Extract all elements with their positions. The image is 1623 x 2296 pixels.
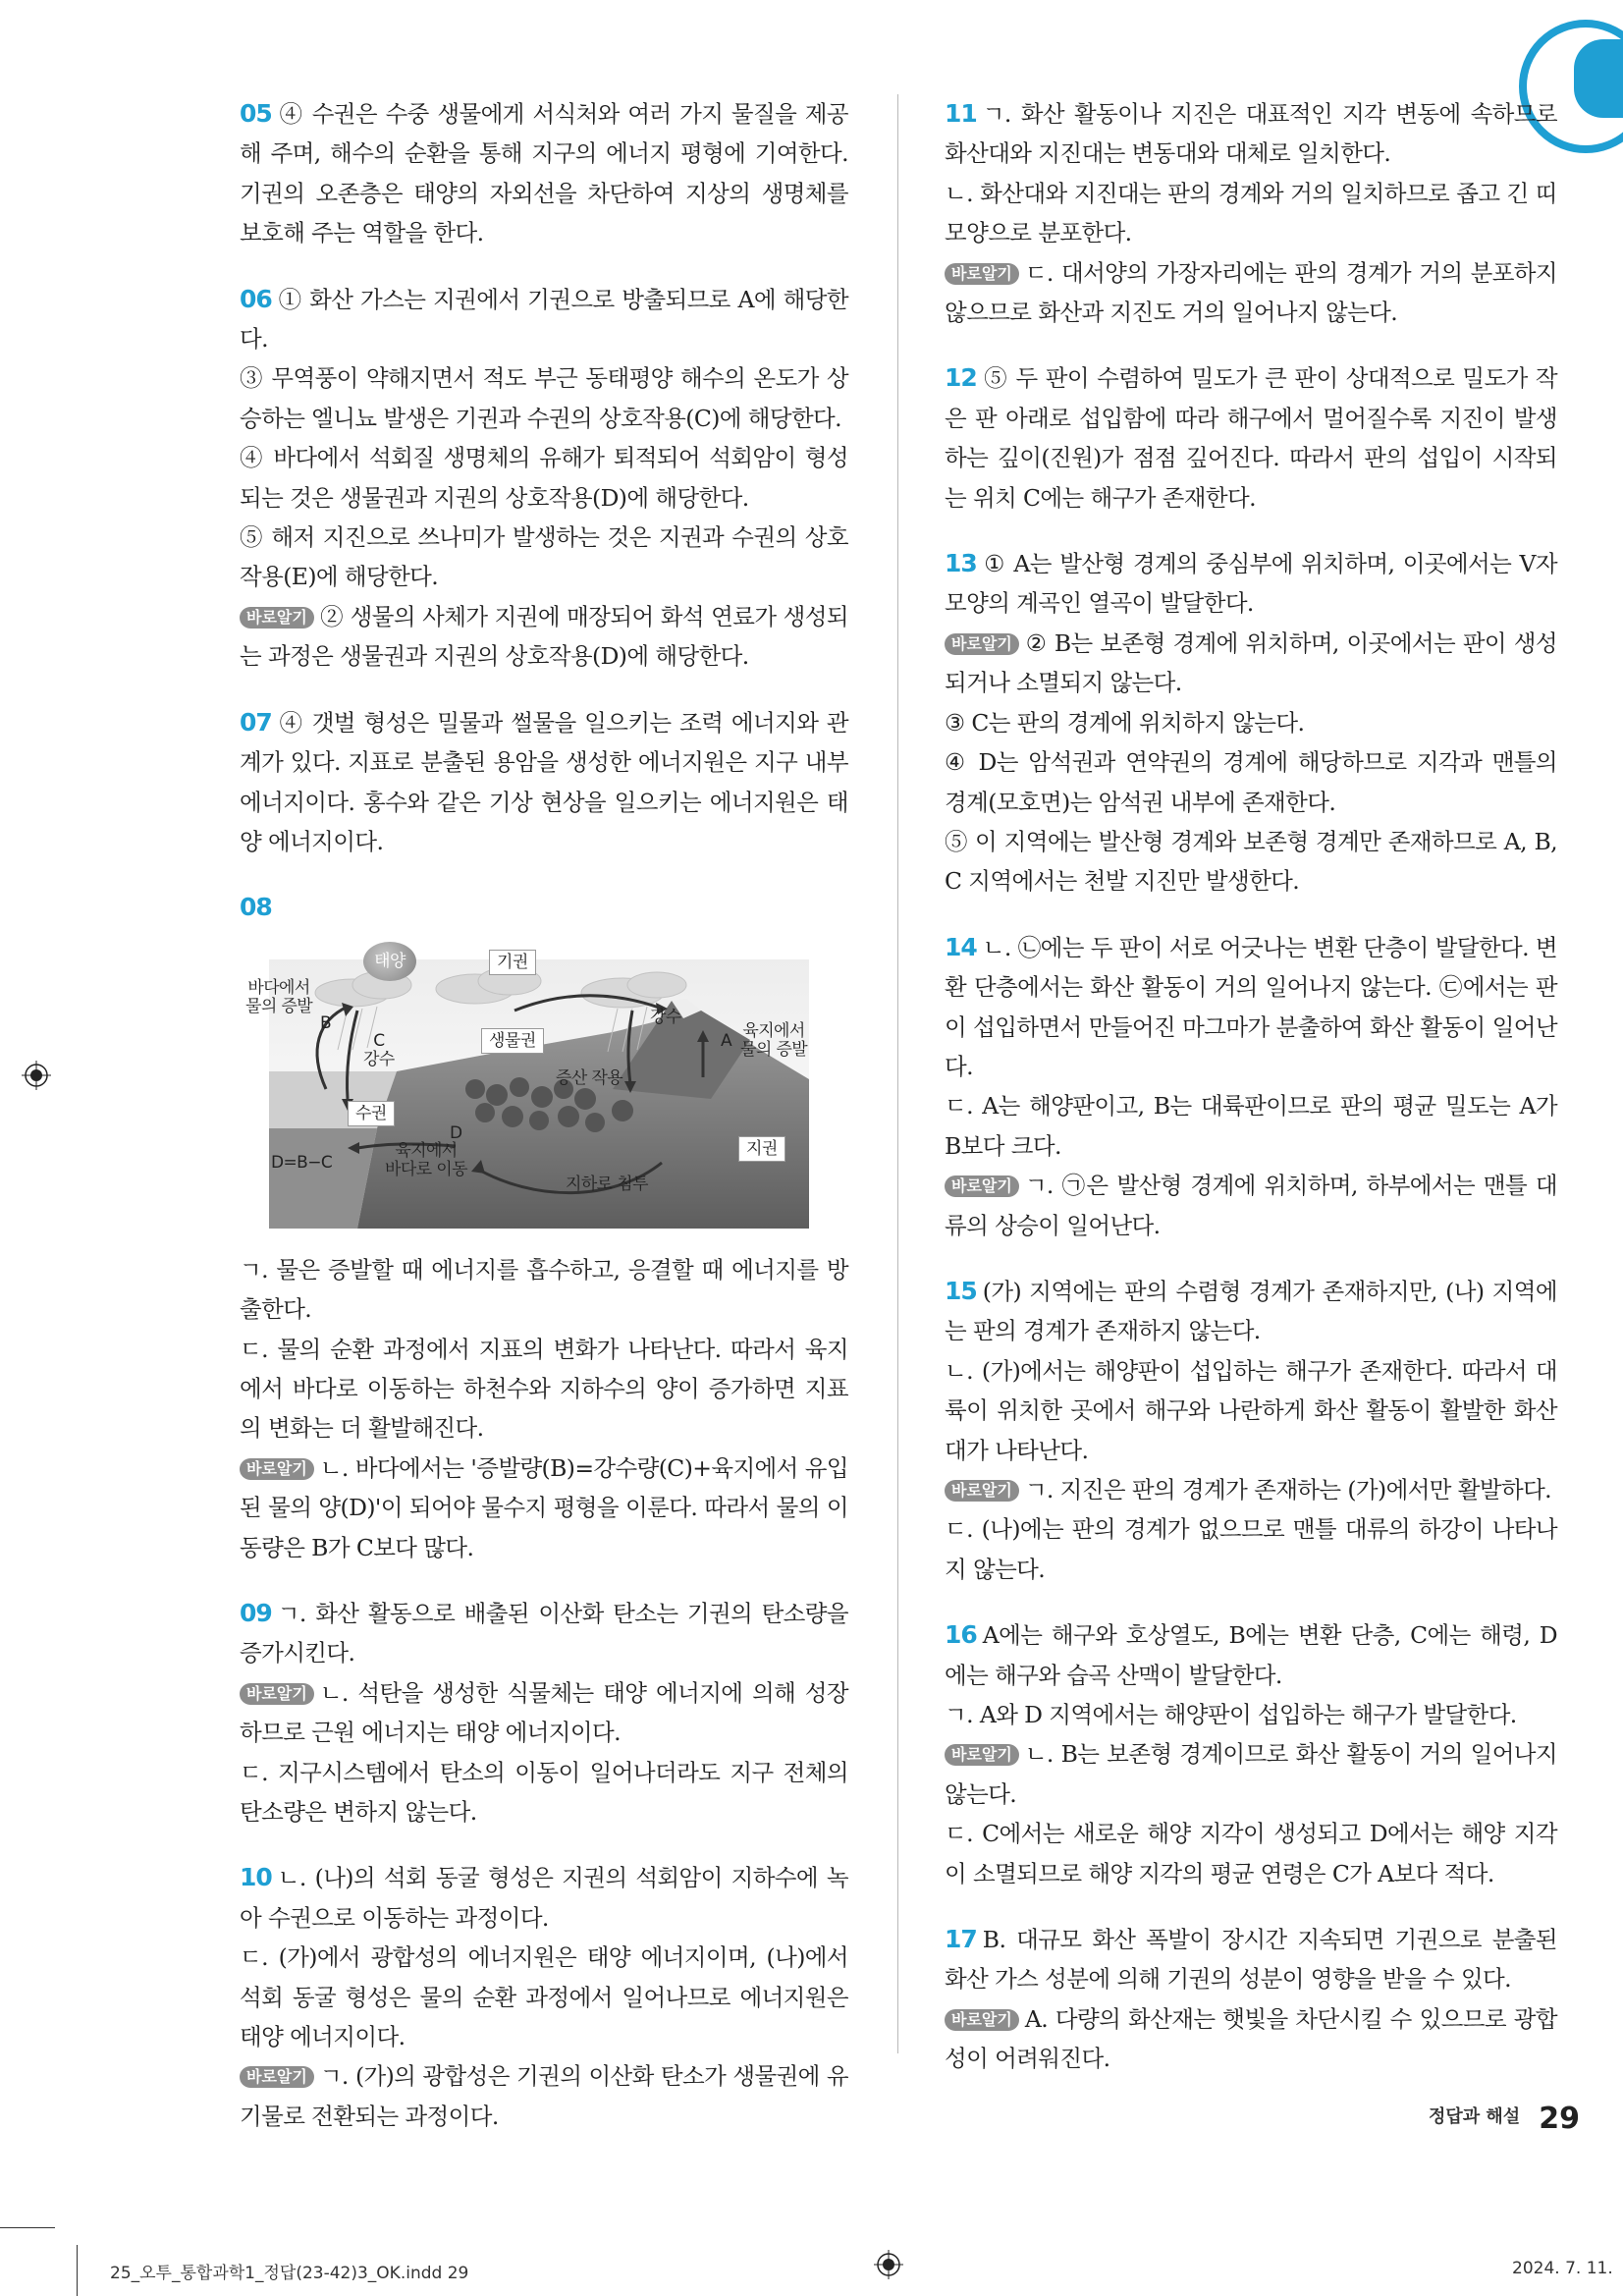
paragraph-text: ④ D는 암석권과 연약권의 경계에 해당하므로 지각과 맨틀의 경계(모호면)는 암석권 내부에 존재한다.	[945, 748, 1557, 816]
equation-label: D=B−C	[271, 1152, 333, 1173]
correction-badge: 바로알기	[945, 2009, 1019, 2031]
registration-mark-icon	[874, 2250, 903, 2279]
paragraph-text: ① A는 발산형 경계의 중심부에 위치하며, 이곳에서는 V자 모양의 계곡인 열곡이 발달한다.	[945, 550, 1557, 618]
paragraph-text: ㄱ. 화산 활동이나 지진은 대표적인 지각 변동에 속하므로 화산대와 지진대는 변동대와 대체로 일치한다.	[945, 100, 1557, 168]
chapter-tab	[1574, 39, 1623, 118]
label-c: C 강수	[363, 1030, 395, 1069]
correction-badge: 바로알기	[240, 2066, 314, 2088]
water-cycle-figure	[240, 942, 809, 1229]
paragraph-text: B. 대규모 화산 폭발이 장시간 지속되면 기권으로 분출된 화산 가스 성분에 의해 기권의 성분이 영향을 받을 수 있다.	[945, 1926, 1557, 1994]
page-number: 29	[1539, 2102, 1580, 2136]
question-number: 06	[240, 284, 272, 313]
answer-paragraph	[945, 1272, 1557, 1351]
left-column	[240, 94, 848, 2162]
answer-paragraph	[945, 1166, 1557, 1245]
correction-badge: 바로알기	[945, 1175, 1019, 1197]
paragraph-text: ⑤ 해저 지진으로 쓰나미가 발생하는 것은 지권과 수권의 상호작용(E)에 해당한다.	[240, 523, 848, 591]
paragraph-text: ㄷ. 지구시스템에서 탄소의 이동이 일어나더라도 지구 전체의 탄소량은 변하지 않는다.	[240, 1758, 848, 1826]
question-number: 09	[240, 1598, 272, 1627]
answer-paragraph	[945, 1734, 1557, 1814]
answer-15	[945, 1272, 1557, 1589]
answer-11	[945, 94, 1557, 332]
correction-badge: 바로알기	[240, 607, 314, 629]
geosphere-label: 지권	[738, 1136, 785, 1162]
answer-paragraph	[945, 624, 1557, 703]
paragraph-text: ㄱ. A와 D 지역에서는 해양판이 섭입하는 해구가 발달한다.	[945, 1701, 1517, 1729]
registration-mark-icon	[22, 1061, 51, 1090]
answer-paragraph	[240, 1858, 848, 1938]
paragraph-text: ㄱ. 물은 증발할 때 에너지를 흡수하고, 응결할 때 에너지를 방출한다.	[240, 1255, 848, 1324]
answer-paragraph	[240, 438, 848, 518]
question-number: 16	[945, 1620, 977, 1650]
paragraph-text: ③ 무역풍이 약해지면서 적도 부근 동태평양 해수의 온도가 상승하는 엘니뇨 발생은 기권과 수권의 상호작용(C)에 해당한다.	[240, 364, 848, 432]
paragraph-text: ㄴ. (가)에서는 해양판이 섭입하는 해구가 존재한다. 따라서 대륙이 위치한 곳에서 해구와 나란하게 화산 활동이 활발한 화산대가 나타난다.	[945, 1356, 1557, 1464]
correction-badge: 바로알기	[945, 1744, 1019, 1766]
paragraph-text: ㄱ. 화산 활동으로 배출된 이산화 탄소는 기권의 탄소량을 증가시킨다.	[240, 1599, 848, 1667]
label-d: D	[450, 1122, 462, 1143]
answer-paragraph	[240, 1673, 848, 1753]
paragraph-text: ㄷ. 대서양의 가장자리에는 판의 경계가 거의 분포하지 않으므로 화산과 지진도 거의 일어나지 않는다.	[945, 258, 1557, 327]
paragraph-text: ① 화산 가스는 지권에서 기권으로 방출되므로 A에 해당한다.	[240, 285, 848, 354]
slug-file-name: 25_오투_통합과학1_정답(23-42)3_OK.indd 29	[110, 2264, 469, 2283]
paragraph-text: ⑤ 이 지역에는 발산형 경계와 보존형 경계만 존재하므로 A, B, C 지역에서는 천발 지진만 발생한다.	[945, 827, 1557, 896]
answer-paragraph	[240, 1753, 848, 1832]
paragraph-text: ④ 바다에서 석회질 생명체의 유해가 퇴적되어 석회암이 형성되는 것은 생물권과 지권의 상호작용(D)에 해당한다.	[240, 444, 848, 512]
answer-paragraph	[945, 358, 1557, 518]
paragraph-text: ② 생물의 사체가 지권에 매장되어 화석 연료가 생성되는 과정은 생물권과 지권의 상호작용(D)에 해당한다.	[240, 602, 848, 671]
question-number: 14	[945, 932, 977, 961]
section-label: 정답과 해설	[1428, 2106, 1521, 2127]
answer-paragraph	[945, 1351, 1557, 1470]
paragraph-text: ㄴ. 석탄을 생성한 식물체는 태양 에너지에 의해 성장하므로 근원 에너지는 태양 에너지이다.	[240, 1678, 848, 1747]
answer-paragraph	[945, 822, 1557, 902]
answer-paragraph	[945, 1814, 1557, 1893]
answer-paragraph	[945, 1509, 1557, 1589]
answer-paragraph	[240, 703, 848, 862]
answer-09	[240, 1594, 848, 1831]
trim-mark	[77, 2245, 78, 2296]
paragraph-text: ㄷ. 물의 순환 과정에서 지표의 변화가 나타난다. 따라서 육지에서 바다로 이동하는 하천수와 지하수의 양이 증가하면 지표의 변화는 더 활발해진다.	[240, 1335, 848, 1443]
correction-badge: 바로알기	[945, 1480, 1019, 1502]
answer-paragraph	[240, 597, 848, 677]
answer-08	[240, 888, 848, 1567]
paragraph-text: ⑤ 두 판이 수렴하여 밀도가 큰 판이 상대적으로 밀도가 작은 판 아래로 섭입함에 따라 해구에서 멀어질수록 지진이 발생하는 깊이(진원)가 점점 깊어진다. 따라서 판의 섭입이 시작되는 위치 C에는 해구가 존재한다.	[945, 364, 1557, 512]
question-number: 07	[240, 707, 272, 737]
answer-07	[240, 703, 848, 862]
water-cycle-diagram	[240, 942, 809, 1229]
question-number: 05	[240, 99, 272, 128]
slug-date: 2024. 7. 11.	[1512, 2259, 1613, 2278]
answer-13	[945, 544, 1557, 902]
question-number: 10	[240, 1863, 272, 1892]
answer-paragraph	[240, 1330, 848, 1449]
atmosphere-label: 기권	[489, 950, 536, 975]
label-b: B	[320, 1012, 332, 1033]
answer-paragraph	[945, 703, 1557, 742]
column-divider	[897, 94, 898, 2053]
answer-paragraph	[945, 1920, 1557, 1999]
answer-paragraph	[945, 1470, 1557, 1509]
answer-paragraph	[240, 1250, 848, 1330]
answer-05	[240, 94, 848, 253]
paragraph-text: ㄴ. (나)의 석회 동굴 형성은 지권의 석회암이 지하수에 녹아 수권으로 이동하는 과정이다.	[240, 1864, 848, 1932]
correction-badge: 바로알기	[945, 263, 1019, 285]
hydrosphere-label: 수권	[348, 1101, 395, 1126]
answer-paragraph	[945, 174, 1557, 253]
paragraph-text: ㄴ. B는 보존형 경계이므로 화산 활동이 거의 일어나지 않는다.	[945, 1740, 1557, 1808]
precipitation-label: 강수	[650, 1007, 681, 1027]
answer-paragraph	[945, 928, 1557, 1087]
paragraph-text: ㄴ. ㉡에는 두 판이 서로 어긋나는 변환 단층이 발달한다. 변환 단층에서는 화산 활동이 거의 일어나지 않는다. ㉢에서는 판이 섭입하면서 만들어진 마그마가 분출하여 화산 활동이 일어난다.	[945, 933, 1557, 1080]
answer-paragraph	[240, 1938, 848, 2056]
correction-badge: 바로알기	[240, 1458, 314, 1480]
paragraph-text: ㄱ. 지진은 판의 경계가 존재하는 (가)에서만 활발하다.	[1024, 1476, 1552, 1503]
answer-paragraph	[240, 518, 848, 597]
answer-12	[945, 358, 1557, 518]
answer-paragraph	[240, 94, 848, 253]
question-number: 13	[945, 549, 977, 578]
right-column	[945, 94, 1557, 2105]
answer-paragraph	[945, 544, 1557, 624]
paragraph-text: A에는 해구와 호상열도, B에는 변환 단층, C에는 해령, D에는 해구와 습곡 산맥이 발달한다.	[945, 1621, 1557, 1689]
question-number: 11	[945, 99, 977, 128]
question-number: 12	[945, 363, 977, 393]
paragraph-text: ㄱ. (가)의 광합성은 기권의 이산화 탄소가 생물권에 유기물로 전환되는 과정이다.	[240, 2062, 848, 2130]
answer-paragraph	[945, 94, 1557, 174]
infiltration-label: 지하로 침투	[566, 1174, 648, 1194]
runoff-label: 육지에서 바다로 이동	[385, 1140, 467, 1179]
paragraph-text: ㄷ. C에서는 새로운 해양 지각이 생성되고 D에서는 해양 지각이 소멸되므로 해양 지각의 평균 연령은 C가 A보다 적다.	[945, 1820, 1557, 1887]
answer-paragraph	[240, 2056, 848, 2136]
correction-badge: 바로알기	[945, 633, 1019, 655]
paragraph-text: ㄷ. A는 해양판이고, B는 대륙판이므로 판의 평균 밀도는 A가 B보다 크다.	[945, 1092, 1557, 1160]
paragraph-text: ㄴ. 바다에서는 '증발량(B)=강수량(C)+육지에서 유입된 물의 양(D)'이 되어야 물수지 평형을 이룬다. 따라서 물의 이동량은 B가 C보다 많다.	[240, 1453, 848, 1561]
paragraph-text: A. 다량의 화산재는 햇빛을 차단시킬 수 있으므로 광합성이 어려워진다.	[945, 2004, 1557, 2073]
paragraph-text: ③ C는 판의 경계에 위치하지 않는다.	[945, 708, 1305, 737]
paragraph-text: ㄷ. (가)에서 광합성의 에너지원은 태양 에너지이며, (나)에서 석회 동굴 형성은 물의 순환 과정에서 일어나므로 에너지원은 태양 에너지이다.	[240, 1943, 848, 2051]
paragraph-text: ㄱ. ㉠은 발산형 경계에 위치하며, 하부에서는 맨틀 대류의 상승이 일어난다.	[945, 1172, 1557, 1239]
answer-paragraph	[945, 742, 1557, 822]
sea-evaporation-label: 바다에서 물의 증발	[245, 977, 313, 1016]
biosphere-label: 생물권	[481, 1028, 544, 1054]
question-number: 08	[240, 893, 272, 922]
paragraph-text: ② B는 보존형 경계에 위치하며, 이곳에서는 판이 생성되거나 소멸되지 않는다.	[945, 629, 1557, 697]
answer-paragraph	[240, 280, 848, 359]
answer-paragraph	[945, 1999, 1557, 2079]
correction-badge: 바로알기	[240, 1683, 314, 1705]
paragraph-text: ㄷ. (나)에는 판의 경계가 없으므로 맨틀 대류의 하강이 나타나지 않는다.	[945, 1515, 1557, 1583]
answer-10	[240, 1858, 848, 2136]
sun-icon: 태양	[363, 942, 416, 981]
paragraph-text: ④ 수권은 수중 생물에게 서식처와 여러 가지 물질을 제공해 주며, 해수의 순환을 통해 지구의 에너지 평형에 기여한다. 기권의 오존층은 태양의 자외선을 차단하여 지상의 생명체를 보호해 주는 역할을 한다.	[240, 100, 848, 247]
answer-paragraph	[240, 1594, 848, 1673]
land-evaporation-label: 육지에서 물의 증발	[740, 1020, 808, 1060]
answer-16	[945, 1615, 1557, 1893]
answer-paragraph	[945, 1086, 1557, 1166]
question-number: 17	[945, 1925, 977, 1954]
answer-paragraph	[945, 1615, 1557, 1695]
label-a: A	[721, 1030, 732, 1051]
answer-paragraph	[945, 1695, 1557, 1734]
answer-paragraph	[240, 358, 848, 438]
transpiration-label: 증산 작용	[556, 1067, 623, 1088]
answer-paragraph	[240, 1449, 848, 1567]
paragraph-text: ④ 갯벌 형성은 밀물과 썰물을 일으키는 조력 에너지와 관계가 있다. 지표로 분출된 용암을 생성한 에너지원은 지구 내부 에너지이다. 홍수와 같은 기상 현상을 일으키는 에너지원은 태양 에너지이다.	[240, 708, 849, 855]
trim-mark	[0, 2227, 55, 2228]
answer-14	[945, 928, 1557, 1245]
paragraph-text: ㄴ. 화산대와 지진대는 판의 경계와 거의 일치하므로 좁고 긴 띠 모양으로 분포한다.	[945, 179, 1557, 247]
question-number: 15	[945, 1276, 977, 1305]
answer-paragraph	[945, 253, 1557, 333]
paragraph-text: (가) 지역에는 판의 수렴형 경계가 존재하지만, (나) 지역에는 판의 경계가 존재하지 않는다.	[945, 1277, 1557, 1345]
page-footer	[1429, 2102, 1580, 2136]
answer-06	[240, 280, 848, 677]
answer-17	[945, 1920, 1557, 2079]
